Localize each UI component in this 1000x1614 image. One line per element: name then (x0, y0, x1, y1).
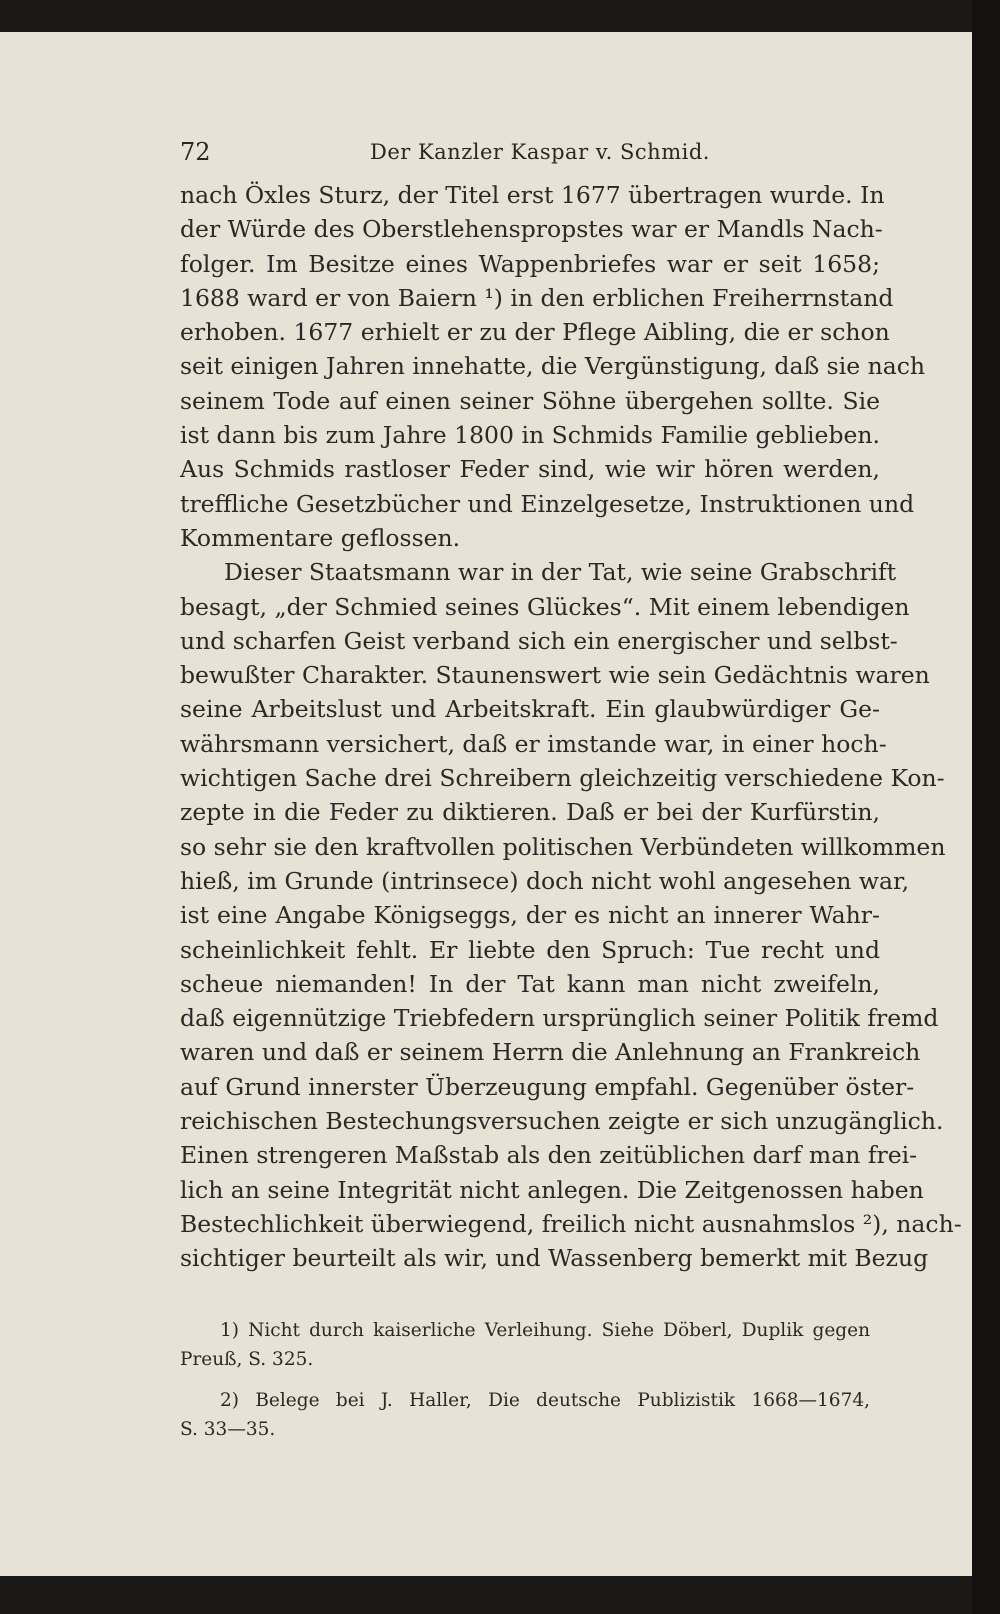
text-line: und scharfen Geist verband sich ein energischer und selbst- (180, 626, 898, 655)
footnote-1-line: 1) Nicht durch kaiserliche Verleihung. Siehe Döberl, Duplik gegen (220, 1320, 870, 1341)
text-line: wichtigen Sache drei Schreibern gleichzeitig verschiedene Kon- (180, 764, 945, 793)
text-line: auf Grund innerster Überzeugung empfahl. Gegenüber öster- (180, 1072, 915, 1101)
text-line: erhoben. 1677 erhielt er zu der Pflege Aibling, die er schon (180, 318, 890, 347)
text-line: seine Arbeitslust und Arbeitskraft. Ein glaubwürdiger Ge- (180, 695, 880, 724)
text-line: scheinlichkeit fehlt. Er liebte den Spruch: Tue recht und (180, 935, 880, 964)
text-line: 1688 ward er von Baiern ¹) in den erblichen Freiherrnstand (180, 283, 894, 312)
text-line: nach Öxles Sturz, der Titel erst 1677 übertragen wurde. In (180, 181, 885, 209)
text-line: folger. Im Besitze eines Wappenbriefes war er seit 1658; (180, 249, 880, 278)
text-line: währsmann versichert, daß er imstande war, in einer hoch- (180, 729, 887, 758)
text-line: Bestechlichkeit überwiegend, freilich nicht ausnahmslos ²), nach- (180, 1209, 962, 1238)
text-line: seit einigen Jahren innehatte, die Vergünstigung, daß sie nach (180, 352, 926, 381)
text-line: ist dann bis zum Jahre 1800 in Schmids Familie geblieben. (180, 421, 880, 450)
text-line: sichtiger beurteilt als wir, und Wassenberg bemerkt mit Bezug (180, 1244, 929, 1273)
text-line: daß eigennützige Triebfedern ursprünglich seiner Politik fremd (180, 1004, 939, 1033)
footnote-2-line: S. 33—35. (180, 1419, 276, 1440)
text-line: der Würde des Oberstlehenspropstes war er Mandls Nach- (180, 215, 883, 244)
text-line: Einen strengeren Maßstab als den zeitüblichen darf man frei- (180, 1141, 918, 1170)
text-line: ist eine Angabe Königseggs, der es nicht an innerer Wahr- (180, 901, 880, 930)
text-line: besagt, „der Schmied seines Glückes“. Mit einem lebendigen (180, 592, 910, 621)
text-line: Aus Schmids rastloser Feder sind, wie wir hören werden, (180, 455, 880, 484)
text-line: zepte in die Feder zu diktieren. Daß er bei der Kurfürstin, (180, 798, 880, 827)
text-line: so sehr sie den kraftvollen politischen Verbündeten willkommen (180, 832, 946, 861)
body-text (180, 178, 962, 1276)
page-edge (972, 0, 1000, 1614)
text-line: seinem Tode auf einen seiner Söhne übergehen sollte. Sie (180, 386, 880, 415)
text-line: scheue niemanden! In der Tat kann man nicht zweifeln, (180, 969, 880, 998)
footnote-1-line: Preuß, S. 325. (180, 1349, 314, 1370)
text-line: Dieser Staatsmann war in der Tat, wie seine Grabschrift (224, 558, 897, 587)
text-line: Kommentare geflossen. (180, 523, 461, 552)
page-number: 72 (180, 138, 211, 166)
page-header (180, 130, 880, 170)
text-line: waren und daß er seinem Herrn die Anlehnung an Frankreich (180, 1038, 921, 1067)
footnotes (180, 1316, 870, 1444)
text-line: bewußter Charakter. Staunenswert wie sein Gedächtnis waren (180, 661, 930, 690)
text-line: treffliche Gesetzbücher und Einzelgesetze, Instruktionen und (180, 489, 915, 518)
footnote-2-line: 2) Belege bei J. Haller, Die deutsche Publizistik 1668—1674, (220, 1390, 870, 1411)
text-line: lich an seine Integrität nicht anlegen. Die Zeitgenossen haben (180, 1175, 924, 1204)
running-title: Der Kanzler Kaspar v. Schmid. (370, 140, 710, 164)
text-line: hieß, im Grunde (intrinsece) doch nicht wohl angesehen war, (180, 866, 910, 895)
text-line: reichischen Bestechungsversuchen zeigte er sich unzugänglich. (180, 1107, 944, 1136)
